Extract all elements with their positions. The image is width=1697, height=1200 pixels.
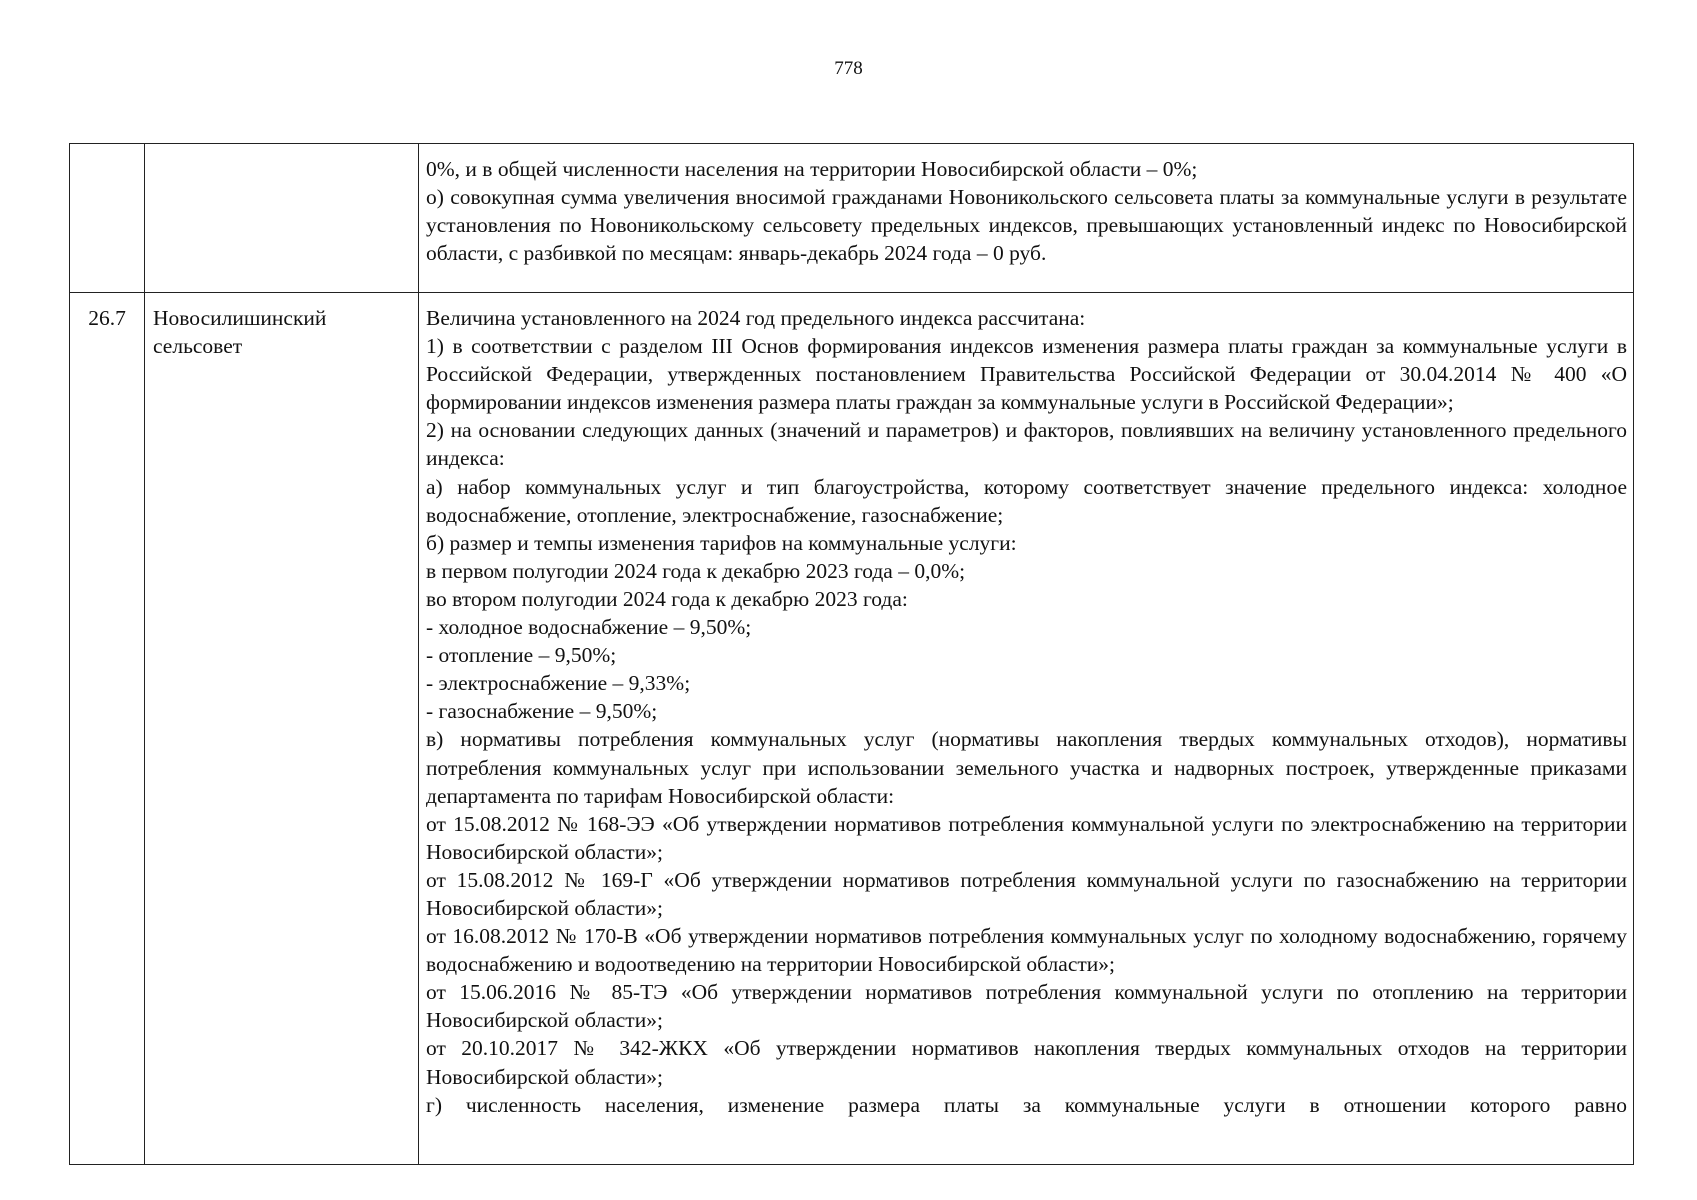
paragraph: от 15.06.2016 № 85-ТЭ «Об утверждении нормативов потребления коммунальной услуги по отоплению на территории Новосибирской области»;: [426, 980, 1627, 1033]
paragraph: от 15.08.2012 № 168-ЭЭ «Об утверждении нормативов потребления коммунальной услуги по электроснабжению на территории Новосибирской области»;: [426, 811, 1627, 864]
list-item: - холодное водоснабжение – 9,50%;: [426, 615, 752, 640]
table-row: [70, 144, 1634, 293]
municipality-name-cell: [145, 144, 419, 293]
row-number-cell: [70, 144, 145, 293]
table-row: [70, 293, 1634, 1165]
paragraph: б) размер и темпы изменения тарифов на коммунальные услуги:: [426, 530, 1017, 555]
paragraph: от 15.08.2012 № 169-Г «Об утверждении нормативов потребления коммунальной услуги по газоснабжению на территории Новосибирской области»;: [426, 867, 1627, 920]
paragraph: г) численность населения, изменение размера платы за коммунальные услуги в отношении которого равно: [426, 1092, 1627, 1117]
paragraph: а) набор коммунальных услуг и тип благоустройства, которому соответствует значение предельного индекса: холодное водоснабжение, отопление, электроснабжение, газоснабжение;: [426, 474, 1627, 527]
document-table: [69, 143, 1634, 1165]
paragraph: в первом полугодии 2024 года к декабрю 2023 года – 0,0%;: [426, 558, 966, 583]
paragraph: во втором полугодии 2024 года к декабрю 2023 года:: [426, 586, 908, 611]
paragraph: Величина установленного на 2024 год предельного индекса рассчитана:: [426, 306, 1086, 330]
paragraph: 0%, и в общей численности населения на территории Новосибирской области – 0%;: [426, 157, 1198, 181]
paragraph: 2) на основании следующих данных (значений и параметров) и факторов, повлиявших на величину установленного предельного индекса:: [426, 418, 1627, 471]
paragraph: о) совокупная сумма увеличения вносимой гражданами Новоникольского сельсовета платы за коммунальные услуги в результате установления по Новоникольскому сельсовету предельных индексов, превышающих установленный индекс по Новосибирской области, с разбивкой по месяцам: январь-декабрь 2024 года – 0 руб.: [426, 185, 1627, 266]
page-number: 778: [834, 58, 863, 79]
list-item: - газоснабжение – 9,50%;: [426, 699, 658, 724]
description-cell: [419, 293, 1634, 1165]
row-number-cell: 26.7: [70, 293, 145, 1165]
paragraph: от 20.10.2017 № 342-ЖКХ «Об утверждении нормативов накопления твердых коммунальных отходов на территории Новосибирской области»;: [426, 1036, 1627, 1089]
list-item: - электроснабжение – 9,33%;: [426, 671, 691, 696]
paragraph: в) нормативы потребления коммунальных услуг (нормативы накопления твердых коммунальных отходов), нормативы потребления коммунальных услуг при использовании земельного участка и надворных построек, утвержденные приказами департамента по тарифам Новосибирской области:: [426, 727, 1627, 808]
description-cell: [419, 144, 1634, 293]
list-item: - отопление – 9,50%;: [426, 643, 617, 668]
paragraph: от 16.08.2012 № 170-В «Об утверждении нормативов потребления коммунальных услуг по холодному водоснабжению, горячему водоснабжению и водоотведению на территории Новосибирской области»;: [426, 924, 1627, 977]
municipality-name-cell: Новосилишинский сельсовет: [145, 293, 419, 1165]
paragraph: 1) в соответствии с разделом III Основ формирования индексов изменения размера платы граждан за коммунальные услуги в Российской Федерации, утвержденных постановлением Правительства Российской Федерации от 30.04.2014 № 400 «О формировании индексов изменения размера платы граждан за коммунальные услуги в Российской Федерации»;: [426, 334, 1627, 415]
